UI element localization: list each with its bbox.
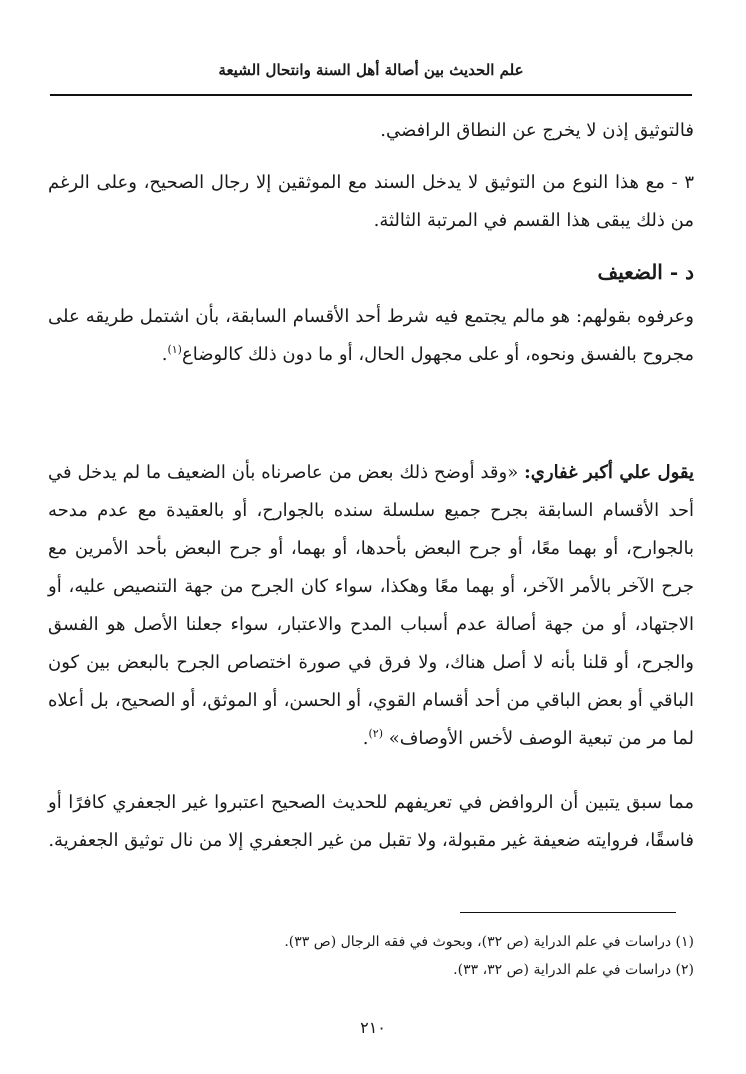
paragraph-point-3 bbox=[48, 164, 694, 240]
paragraph-conclusion-tawthiq bbox=[48, 112, 694, 150]
footnote-rule bbox=[460, 912, 676, 913]
footnotes bbox=[48, 928, 694, 984]
paragraph-text: فالتوثيق إذن لا يخرج عن النطاق الرافضي. bbox=[380, 120, 694, 141]
paragraph-end: . bbox=[161, 344, 168, 365]
footnote-ref-2[interactable]: (٢) bbox=[368, 727, 383, 740]
quote-lead: يقول علي أكبر غفاري: bbox=[524, 462, 695, 483]
paragraph-text: ٣ - مع هذا النوع من التوثيق لا يدخل السند مع الموثقين إلا رجال الصحيح، وعلى الرغم من ذلك يبقى هذا القسم في المرتبة الثالثة. bbox=[48, 172, 694, 231]
header-rule bbox=[50, 94, 692, 96]
paragraph-text: وعرفوه بقولهم: هو مالم يجتمع فيه شرط أحد الأقسام السابقة، بأن اشتمل طريقه على مجروح بالفسق ونحوه، أو على مجهول الحال، أو ما دون ذلك كالوضاع bbox=[48, 306, 694, 365]
footnote-1: (١) دراسات في علم الدراية (ص ٣٢)، وبحوث في فقه الرجال (ص ٣٣). bbox=[284, 934, 694, 950]
paragraph-end: . bbox=[362, 728, 369, 749]
paragraph-quote-ghaffari bbox=[48, 454, 694, 758]
footnote-ref-1[interactable]: (١) bbox=[167, 343, 182, 356]
paragraph-definition bbox=[48, 298, 694, 374]
running-header: علم الحديث بين أصالة أهل السنة وانتحال الشيعة bbox=[218, 61, 524, 79]
section-heading-daif: د - الضعيف bbox=[597, 260, 694, 284]
page-number: ٢١٠ bbox=[360, 1018, 386, 1037]
footnote-2: (٢) دراسات في علم الدراية (ص ٣٢، ٣٣). bbox=[453, 962, 694, 978]
paragraph-text: مما سبق يتبين أن الروافض في تعريفهم للحديث الصحيح اعتبروا غير الجعفري كافرًا أو فاسقًا، فروايته ضعيفة غير مقبولة، ولا تقبل من غير الجعفري إلا من نال توثيق الجعفرية. bbox=[48, 792, 694, 851]
quote-text: «وقد أوضح ذلك بعض من عاصرناه بأن الضعيف ما لم يدخل في أحد الأقسام السابقة بجرح جميع سلسلة سنده بالجوارح، أو بالعقيدة مع عدم مدحه بالجوارح، أو بهما معًا، أو جرح البعض بأحدها، أو بهما، أو جرح البعض بأحد الأمرين مع جرح الآخر بالأمر الآخر، أو بهما معًا وهكذا، سواء كان الجرح من جهة التنصيص عليه، أو الاجتهاد، أو من جهة أصالة عدم أسباب المدح والاعتبار، سواء جعلنا الأصل هو الفسق والجرح، أو قلنا بأنه لا أصل هناك، ولا فرق في صورة اختصاص الجرح بالبعض بين كون الباقي أو بعض الباقي من أحد أقسام القوي، أو الحسن، أو الموثق، أو الصحيح، بل أعلاه لما مر من تبعية الوصف لأخس الأوصاف» bbox=[48, 462, 694, 749]
paragraph-summary bbox=[48, 784, 694, 860]
